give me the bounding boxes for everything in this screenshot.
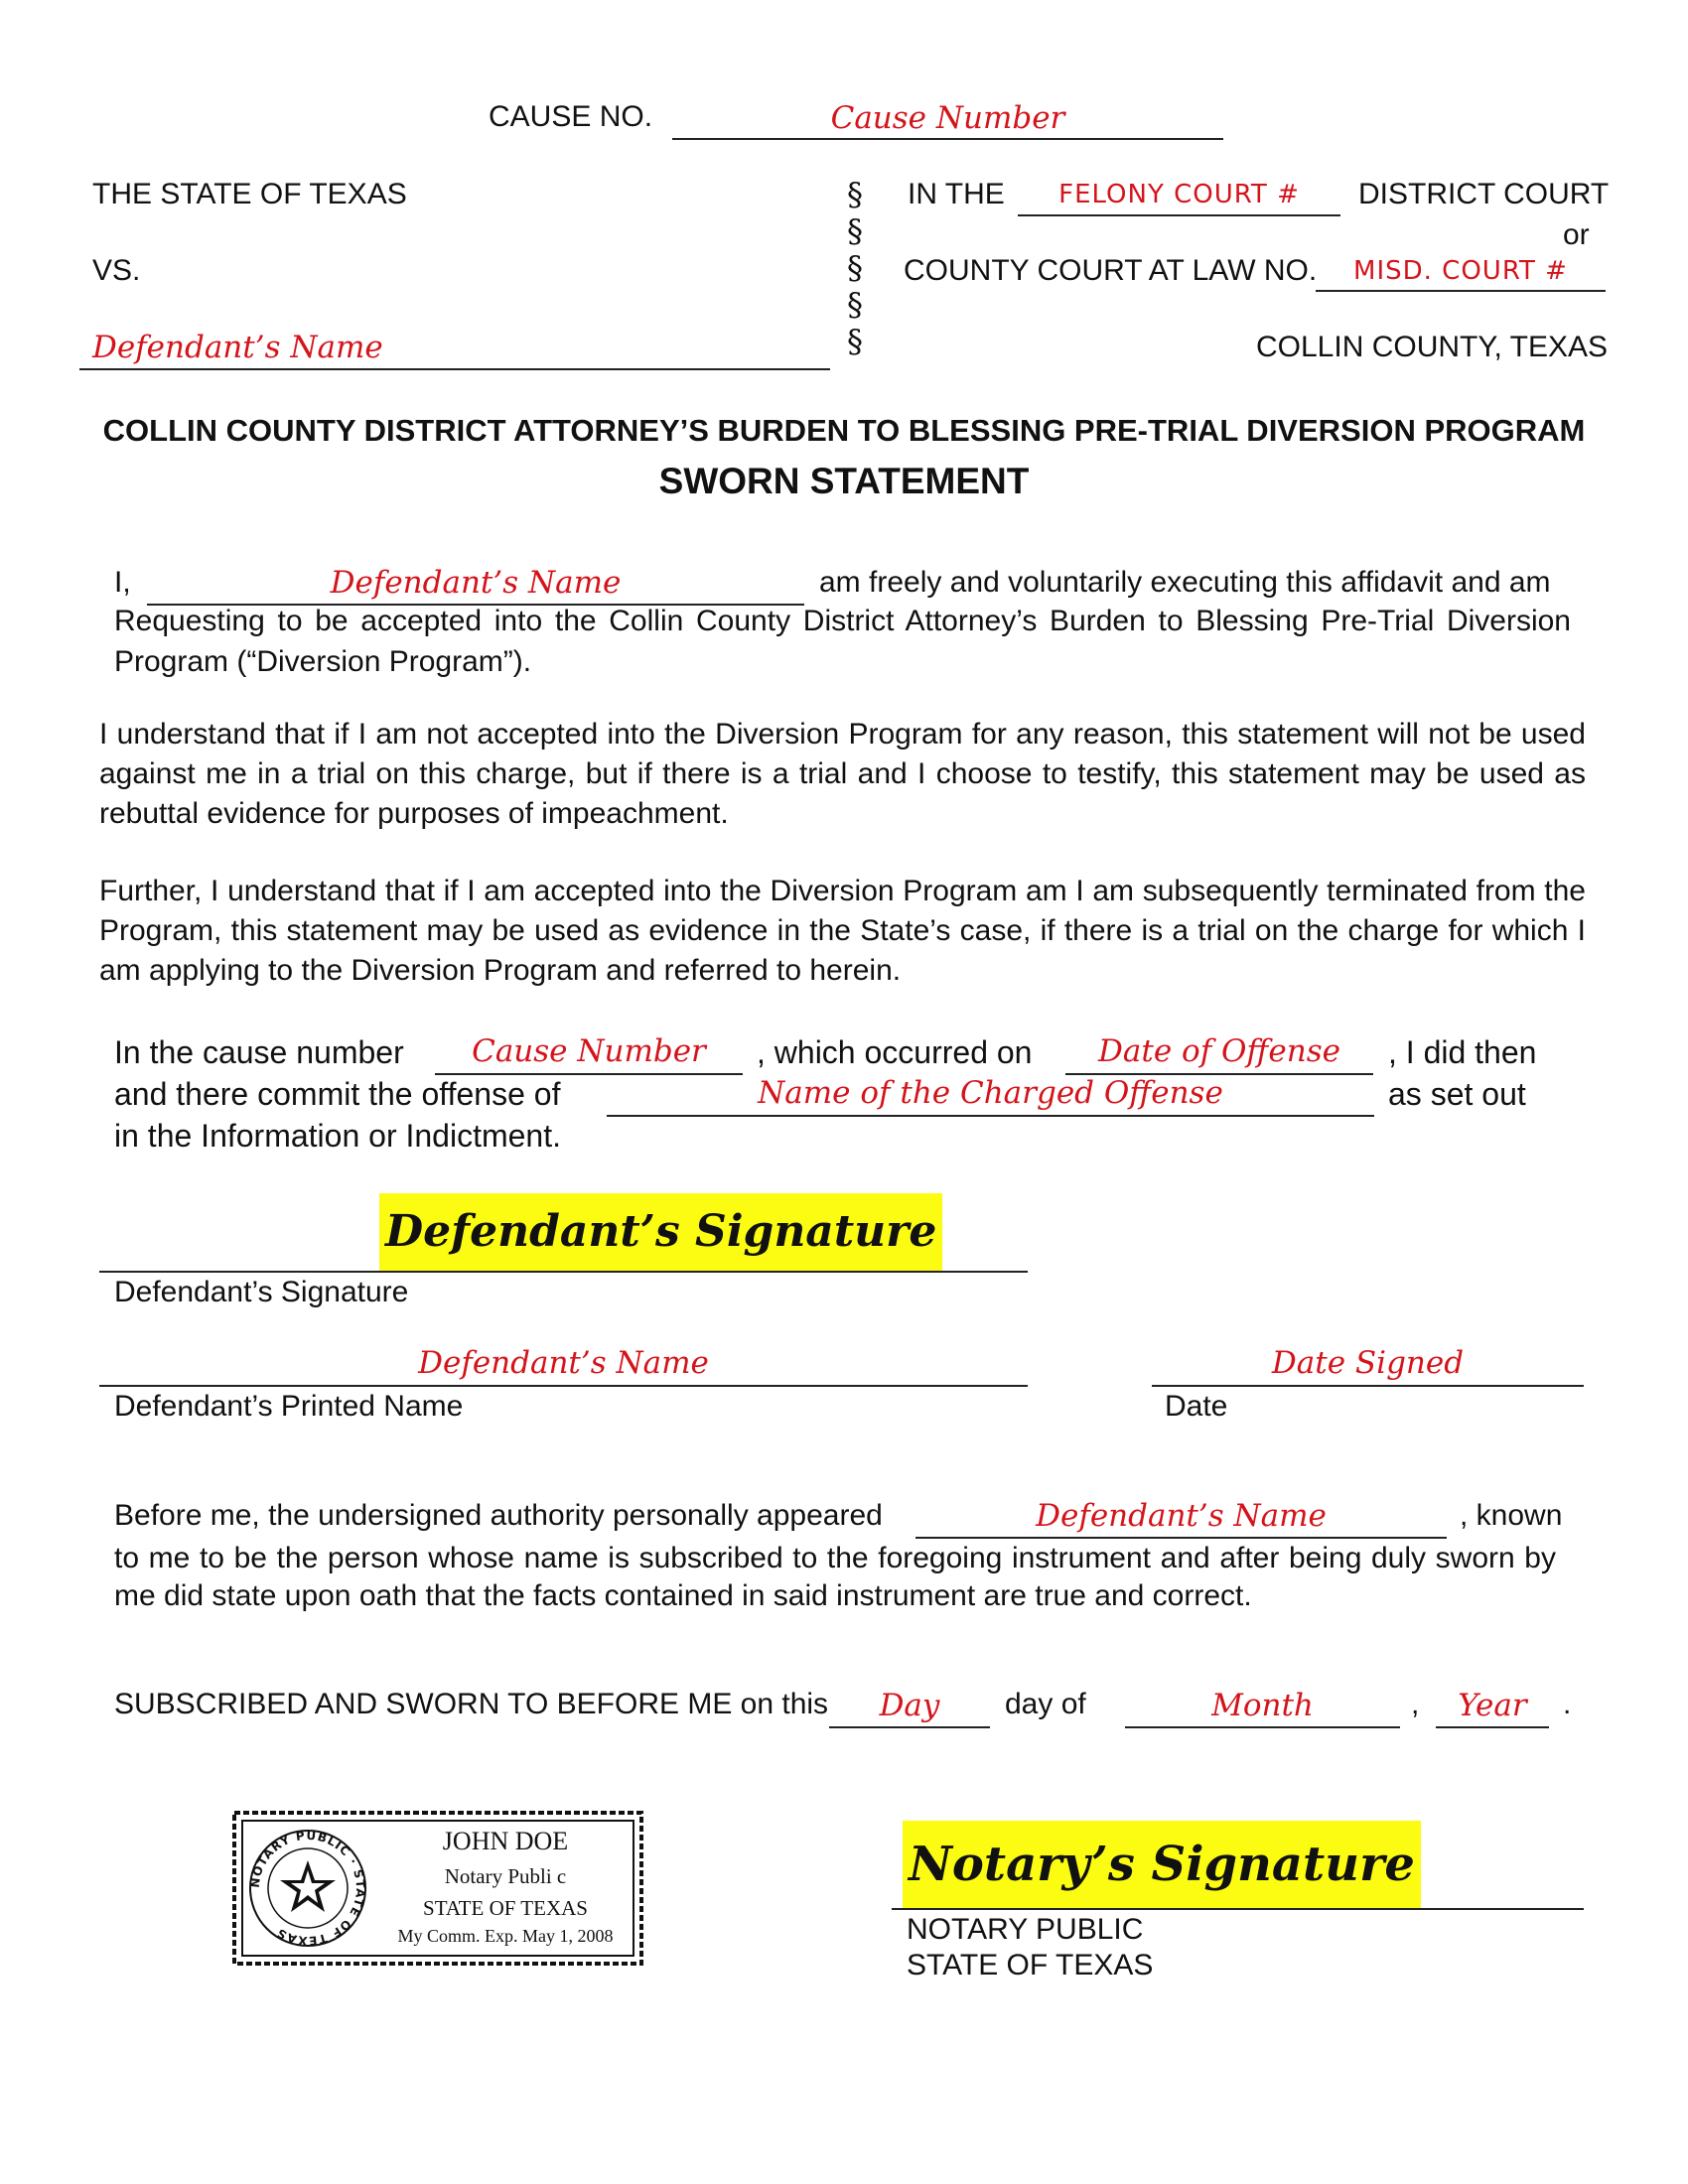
day-field[interactable]: Day xyxy=(879,1688,940,1723)
stamp-notary-name: JOHN DOE xyxy=(442,1827,569,1855)
notary-state-label: STATE OF TEXAS xyxy=(907,1949,1154,1981)
defendant-caption-line xyxy=(79,368,830,370)
sworn-prefix: SUBSCRIBED AND SWORN TO BEFORE ME on this xyxy=(114,1688,829,1720)
notary-signature-line xyxy=(892,1908,1584,1910)
stamp-ring-text: NOTARY PUBLIC · STATE OF TEXAS xyxy=(247,1828,368,1949)
felony-court-field[interactable]: FELONY COURT # xyxy=(1058,180,1300,209)
offense-line2-prefix: and there commit the offense of xyxy=(114,1076,561,1112)
year-line xyxy=(1436,1726,1549,1728)
month-line xyxy=(1125,1726,1400,1728)
cause-no-line xyxy=(672,138,1223,140)
district-court-label: DISTRICT COURT xyxy=(1358,178,1610,210)
collin-county-label: COLLIN COUNTY, TEXAS xyxy=(1256,331,1608,363)
before-me-suffix: , known xyxy=(1460,1499,1563,1532)
cause-no-label: CAUSE NO. xyxy=(489,100,653,133)
printed-name-label: Defendant’s Printed Name xyxy=(114,1390,464,1423)
vs-label: VS. xyxy=(92,254,141,287)
stamp-notary-title: Notary Publi c xyxy=(444,1864,567,1888)
printed-name-line xyxy=(99,1385,1028,1387)
paragraph-not-accepted: I understand that if I am not accepted into the Diversion Program for any reason, this statement will not be used against me in a trial on this charge, but if there is a trial and I choose to testify, this statement may be used as rebuttal evidence for purposes of impeachment. xyxy=(99,718,1586,830)
intro-line2: Requesting to be accepted into the Collin County District Attorney’s Burden to Blessing Pre-Trial Diversion xyxy=(114,605,1571,637)
defendant-caption-field[interactable]: Defendant’s Name xyxy=(92,330,383,365)
year-field[interactable]: Year xyxy=(1458,1688,1527,1723)
offense-line2-suffix: as set out xyxy=(1388,1076,1526,1112)
state-of-texas: THE STATE OF TEXAS xyxy=(92,178,407,210)
day-of-label: day of xyxy=(1005,1688,1086,1720)
or-label: or xyxy=(1563,218,1590,251)
section-symbol: § xyxy=(847,286,863,324)
offense-mid: , which occurred on xyxy=(757,1034,1033,1070)
paragraph-terminated: Further, I understand that if I am accepted into the Diversion Program am I am subsequently terminated from the Program, this statement may be used as evidence in the State’s case, if there is a trial on the charge for which I am applying to the Diversion Program and referred to herein. xyxy=(99,875,1586,987)
intro-line1: am freely and voluntarily executing this affidavit and am xyxy=(819,566,1551,599)
section-symbol-column xyxy=(847,177,863,360)
before-me-line2: to me to be the person whose name is subscribed to the foregoing instrument and after being duly sworn by xyxy=(114,1542,1556,1574)
misd-court-field[interactable]: MISD. COURT # xyxy=(1353,256,1568,286)
defendant-signature-line xyxy=(99,1271,1028,1273)
intro-name-field[interactable]: Defendant’s Name xyxy=(330,565,622,601)
date-signed-field[interactable]: Date Signed xyxy=(1271,1345,1465,1381)
notary-public-label: NOTARY PUBLIC xyxy=(907,1913,1144,1946)
felony-court-line xyxy=(1018,214,1340,216)
offense-line3: in the Information or Indictment. xyxy=(114,1118,561,1154)
intro-line3: Program (“Diversion Program”). xyxy=(114,645,532,678)
offense-prefix: In the cause number xyxy=(114,1034,404,1070)
section-symbol: § xyxy=(847,249,863,287)
before-me-line3: me did state upon oath that the facts contained in said instrument are true and correct. xyxy=(114,1579,1252,1612)
notary-signature[interactable]: Notary’s Signature xyxy=(903,1821,1421,1908)
section-symbol: § xyxy=(847,176,863,213)
offense-date-field[interactable]: Date of Offense xyxy=(1098,1033,1340,1069)
date-signed-line xyxy=(1152,1385,1584,1387)
before-me-prefix: Before me, the undersigned authority personally appeared xyxy=(114,1499,883,1532)
sworn-statement-title: SWORN STATEMENT xyxy=(658,461,1030,501)
section-symbol: § xyxy=(847,323,863,360)
offense-name-field[interactable]: Name of the Charged Offense xyxy=(758,1075,1223,1111)
section-symbol: § xyxy=(847,212,863,250)
sworn-comma: , xyxy=(1411,1688,1420,1720)
defendant-signature-label: Defendant’s Signature xyxy=(114,1276,409,1308)
notary-stamp xyxy=(230,1809,645,1968)
printed-name-field[interactable]: Defendant’s Name xyxy=(418,1345,709,1381)
cause-no-field[interactable]: Cause Number xyxy=(830,100,1065,136)
misd-court-line xyxy=(1316,290,1606,292)
intro-prefix: I, xyxy=(114,566,131,599)
program-title: COLLIN COUNTY DISTRICT ATTORNEY’S BURDEN TO BLESSING PRE-TRIAL DIVERSION PROGRAM xyxy=(102,413,1586,448)
before-me-name-field[interactable]: Defendant’s Name xyxy=(1036,1498,1327,1534)
stamp-state: STATE OF TEXAS xyxy=(423,1896,588,1920)
offense-name-line xyxy=(607,1115,1374,1117)
month-field[interactable]: Month xyxy=(1211,1688,1314,1723)
date-label: Date xyxy=(1165,1390,1228,1423)
county-court-label: COUNTY COURT AT LAW NO. xyxy=(904,254,1318,287)
offense-cause-field[interactable]: Cause Number xyxy=(472,1033,706,1069)
stamp-commission: My Comm. Exp. May 1, 2008 xyxy=(397,1926,614,1946)
offense-cause-line xyxy=(435,1073,743,1075)
offense-suffix: , I did then xyxy=(1388,1034,1537,1070)
defendant-signature[interactable]: Defendant’s Signature xyxy=(379,1193,942,1271)
day-line xyxy=(829,1726,990,1728)
sworn-period: . xyxy=(1563,1688,1572,1720)
in-the-label: IN THE xyxy=(908,178,1005,210)
